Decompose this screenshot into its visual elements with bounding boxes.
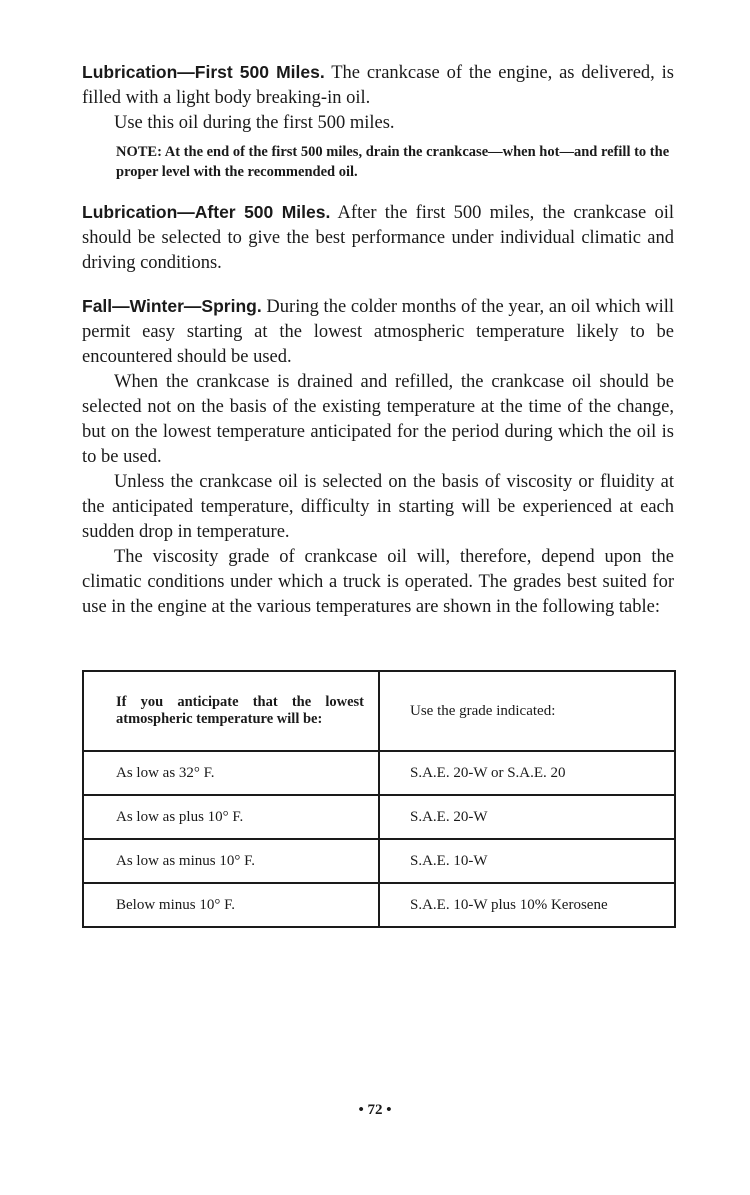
text-after-500: After the first 500 miles, the crankcase oil should be selected to give the best performance under individual climatic and driving conditions. <box>82 203 674 273</box>
paragraph-use-oil: Use this oil during the first 500 miles. <box>114 113 395 133</box>
heading-fall-winter-spring: Fall—Winter—Spring. <box>82 296 262 316</box>
oil-grade-table <box>82 670 676 928</box>
table-header-temperature: If you anticipate that the lowest atmospheric temperature will be: <box>83 671 379 751</box>
paragraph-drained-refilled: When the crankcase is drained and refilled, the crankcase oil should be selected not on the basis of the existing temperature at the time of the change, but on the lowest temperature anticipated for the period during which the oil is to be used. <box>82 372 674 467</box>
temperature-cell: As low as 32° F. <box>83 751 379 795</box>
temperature-cell: Below minus 10° F. <box>83 883 379 927</box>
grade-cell: S.A.E. 20-W or S.A.E. 20 <box>379 751 675 795</box>
temperature-cell: As low as plus 10° F. <box>83 795 379 839</box>
grade-cell: S.A.E. 10-W plus 10% Kerosene <box>379 883 675 927</box>
text-first-500: The crankcase of the engine, as delivered, is filled with a light body breaking-in oil. <box>82 63 674 108</box>
table-header-grade: Use the grade indicated: <box>379 671 675 751</box>
grade-cell: S.A.E. 10-W <box>379 839 675 883</box>
paragraph-viscosity-fluidity: Unless the crankcase oil is selected on the basis of viscosity or fluidity at the anticipated temperature, difficulty in starting will be experienced at each sudden drop in temperature. <box>82 472 674 542</box>
heading-after-500: Lubrication—After 500 Miles. <box>82 202 331 222</box>
grade-cell: S.A.E. 20-W <box>379 795 675 839</box>
paragraph-first-500 <box>82 60 674 111</box>
page-number: • 72 • <box>358 1102 392 1118</box>
table-row <box>83 839 675 883</box>
table-row <box>83 883 675 927</box>
text-fall-winter-spring: During the colder months of the year, an oil which will permit easy starting at the lowest atmospheric temperature likely to be encountered should be used. <box>82 297 674 367</box>
table-row <box>83 751 675 795</box>
table-row <box>83 795 675 839</box>
paragraph-after-500 <box>82 200 674 276</box>
heading-first-500: Lubrication—First 500 Miles. <box>82 62 325 82</box>
page-text <box>82 60 674 620</box>
paragraph-viscosity-grade: The viscosity grade of crankcase oil will, therefore, depend upon the climatic conditions under which a truck is operated. The grades best suited for use in the engine at the various temperatures are shown in the following table: <box>82 547 674 617</box>
note-first-500: NOTE: At the end of the first 500 miles, drain the crankcase—when hot—and refill to the proper level with the recommended oil. <box>116 144 670 180</box>
table-header-row <box>83 671 675 751</box>
paragraph-fall-winter-spring <box>82 294 674 370</box>
temperature-cell: As low as minus 10° F. <box>83 839 379 883</box>
